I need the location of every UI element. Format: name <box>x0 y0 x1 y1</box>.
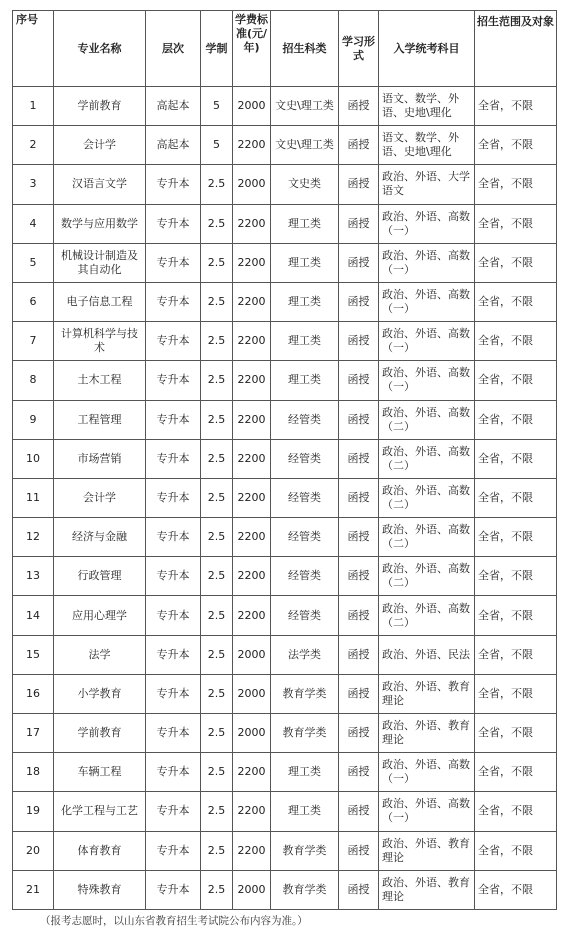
cell-category: 经管类 <box>271 439 339 478</box>
cell-level: 专升本 <box>146 635 201 674</box>
cell-scope: 全省，不限 <box>475 87 557 126</box>
cell-tuition: 2200 <box>233 243 271 282</box>
cell-level: 专升本 <box>146 870 201 909</box>
table-header-row <box>13 11 557 87</box>
cell-major: 体育教育 <box>54 831 146 870</box>
cell-category: 理工类 <box>271 204 339 243</box>
header-major: 专业名称 <box>54 11 146 87</box>
cell-subjects: 政治、外语、高数（二） <box>379 596 475 635</box>
cell-category: 文史\理工类 <box>271 87 339 126</box>
cell-form: 函授 <box>339 714 379 753</box>
table-row <box>13 714 557 753</box>
cell-major: 土木工程 <box>54 361 146 400</box>
cell-index: 7 <box>13 322 54 361</box>
header-subjects: 入学统考科目 <box>379 11 475 87</box>
cell-category: 教育学类 <box>271 870 339 909</box>
cell-years: 2.5 <box>201 753 233 792</box>
cell-years: 2.5 <box>201 243 233 282</box>
cell-category: 经管类 <box>271 518 339 557</box>
cell-major: 电子信息工程 <box>54 282 146 321</box>
cell-form: 函授 <box>339 753 379 792</box>
table-row <box>13 439 557 478</box>
cell-years: 2.5 <box>201 478 233 517</box>
cell-tuition: 2200 <box>233 478 271 517</box>
header-level: 层次 <box>146 11 201 87</box>
cell-index: 4 <box>13 204 54 243</box>
cell-level: 高起本 <box>146 87 201 126</box>
cell-subjects: 政治、外语、大学语文 <box>379 165 475 204</box>
cell-scope: 全省，不限 <box>475 204 557 243</box>
cell-years: 2.5 <box>201 282 233 321</box>
cell-major: 计算机科学与技术 <box>54 322 146 361</box>
cell-form: 函授 <box>339 165 379 204</box>
enrollment-table <box>12 10 557 910</box>
table-row <box>13 635 557 674</box>
cell-scope: 全省，不限 <box>475 596 557 635</box>
table-row <box>13 361 557 400</box>
cell-index: 11 <box>13 478 54 517</box>
cell-level: 专升本 <box>146 439 201 478</box>
cell-major: 会计学 <box>54 126 146 165</box>
cell-subjects: 政治、外语、教育理论 <box>379 831 475 870</box>
cell-years: 2.5 <box>201 635 233 674</box>
cell-subjects: 语文、数学、外语、史地\理化 <box>379 87 475 126</box>
cell-tuition: 2200 <box>233 557 271 596</box>
cell-form: 函授 <box>339 126 379 165</box>
cell-index: 2 <box>13 126 54 165</box>
cell-subjects: 政治、外语、教育理论 <box>379 870 475 909</box>
cell-tuition: 2200 <box>233 204 271 243</box>
cell-index: 10 <box>13 439 54 478</box>
cell-index: 17 <box>13 714 54 753</box>
cell-form: 函授 <box>339 322 379 361</box>
cell-subjects: 政治、外语、高数（一） <box>379 322 475 361</box>
cell-subjects: 政治、外语、高数（二） <box>379 439 475 478</box>
table-row <box>13 165 557 204</box>
cell-subjects: 政治、外语、高数（一） <box>379 361 475 400</box>
cell-major: 学前教育 <box>54 87 146 126</box>
cell-level: 专升本 <box>146 243 201 282</box>
table-row <box>13 126 557 165</box>
table-row <box>13 870 557 909</box>
cell-tuition: 2200 <box>233 400 271 439</box>
cell-major: 化学工程与工艺 <box>54 792 146 831</box>
cell-form: 函授 <box>339 557 379 596</box>
cell-form: 函授 <box>339 518 379 557</box>
cell-scope: 全省，不限 <box>475 870 557 909</box>
cell-tuition: 2200 <box>233 322 271 361</box>
cell-form: 函授 <box>339 478 379 517</box>
cell-major: 特殊教育 <box>54 870 146 909</box>
cell-form: 函授 <box>339 87 379 126</box>
cell-category: 法学类 <box>271 635 339 674</box>
cell-category: 理工类 <box>271 282 339 321</box>
cell-tuition: 2200 <box>233 439 271 478</box>
cell-major: 工程管理 <box>54 400 146 439</box>
cell-scope: 全省，不限 <box>475 753 557 792</box>
cell-scope: 全省，不限 <box>475 478 557 517</box>
cell-years: 2.5 <box>201 557 233 596</box>
table-row <box>13 282 557 321</box>
cell-subjects: 政治、外语、高数（一） <box>379 243 475 282</box>
cell-years: 2.5 <box>201 439 233 478</box>
cell-form: 函授 <box>339 792 379 831</box>
cell-index: 9 <box>13 400 54 439</box>
header-category: 招生科类 <box>271 11 339 87</box>
table-row <box>13 792 557 831</box>
cell-index: 5 <box>13 243 54 282</box>
cell-years: 2.5 <box>201 518 233 557</box>
cell-years: 2.5 <box>201 596 233 635</box>
table-row <box>13 753 557 792</box>
cell-tuition: 2200 <box>233 518 271 557</box>
cell-form: 函授 <box>339 831 379 870</box>
cell-level: 专升本 <box>146 557 201 596</box>
cell-form: 函授 <box>339 596 379 635</box>
cell-level: 专升本 <box>146 792 201 831</box>
cell-index: 13 <box>13 557 54 596</box>
cell-index: 8 <box>13 361 54 400</box>
cell-index: 6 <box>13 282 54 321</box>
cell-subjects: 政治、外语、高数（一） <box>379 753 475 792</box>
cell-subjects: 政治、外语、教育理论 <box>379 674 475 713</box>
cell-subjects: 政治、外语、高数（二） <box>379 400 475 439</box>
cell-scope: 全省，不限 <box>475 400 557 439</box>
cell-tuition: 2200 <box>233 753 271 792</box>
cell-level: 专升本 <box>146 831 201 870</box>
cell-level: 专升本 <box>146 400 201 439</box>
cell-tuition: 2000 <box>233 87 271 126</box>
cell-subjects: 政治、外语、高数（二） <box>379 557 475 596</box>
cell-years: 2.5 <box>201 361 233 400</box>
header-index: 序号 <box>13 11 54 87</box>
cell-subjects: 语文、数学、外语、史地\理化 <box>379 126 475 165</box>
cell-category: 理工类 <box>271 361 339 400</box>
cell-years: 2.5 <box>201 831 233 870</box>
cell-index: 18 <box>13 753 54 792</box>
cell-category: 文史\理工类 <box>271 126 339 165</box>
cell-major: 车辆工程 <box>54 753 146 792</box>
cell-category: 理工类 <box>271 322 339 361</box>
footnote: （报考志愿时，以山东省教育招生考试院公布内容为准。） <box>40 915 308 927</box>
table-row <box>13 478 557 517</box>
cell-scope: 全省，不限 <box>475 557 557 596</box>
table-row <box>13 518 557 557</box>
cell-major: 机械设计制造及其自动化 <box>54 243 146 282</box>
table-row <box>13 87 557 126</box>
table-row <box>13 243 557 282</box>
cell-major: 应用心理学 <box>54 596 146 635</box>
table-row <box>13 322 557 361</box>
cell-major: 行政管理 <box>54 557 146 596</box>
cell-form: 函授 <box>339 635 379 674</box>
cell-tuition: 2200 <box>233 282 271 321</box>
cell-scope: 全省，不限 <box>475 439 557 478</box>
enrollment-table-container <box>12 10 556 910</box>
cell-years: 2.5 <box>201 674 233 713</box>
table-row <box>13 204 557 243</box>
cell-subjects: 政治、外语、高数（二） <box>379 478 475 517</box>
cell-tuition: 2000 <box>233 635 271 674</box>
cell-subjects: 政治、外语、高数（一） <box>379 204 475 243</box>
cell-subjects: 政治、外语、高数（二） <box>379 518 475 557</box>
cell-form: 函授 <box>339 674 379 713</box>
cell-years: 2.5 <box>201 165 233 204</box>
table-row <box>13 400 557 439</box>
cell-major: 法学 <box>54 635 146 674</box>
cell-tuition: 2200 <box>233 361 271 400</box>
cell-years: 5 <box>201 126 233 165</box>
cell-category: 经管类 <box>271 596 339 635</box>
cell-scope: 全省，不限 <box>475 714 557 753</box>
cell-level: 专升本 <box>146 674 201 713</box>
cell-form: 函授 <box>339 870 379 909</box>
cell-scope: 全省，不限 <box>475 243 557 282</box>
cell-tuition: 2200 <box>233 126 271 165</box>
cell-major: 汉语言文学 <box>54 165 146 204</box>
cell-scope: 全省，不限 <box>475 792 557 831</box>
cell-scope: 全省，不限 <box>475 126 557 165</box>
cell-tuition: 2200 <box>233 596 271 635</box>
cell-scope: 全省，不限 <box>475 674 557 713</box>
cell-tuition: 2000 <box>233 714 271 753</box>
cell-years: 2.5 <box>201 870 233 909</box>
cell-index: 12 <box>13 518 54 557</box>
cell-form: 函授 <box>339 282 379 321</box>
cell-scope: 全省，不限 <box>475 322 557 361</box>
cell-form: 函授 <box>339 361 379 400</box>
cell-category: 理工类 <box>271 243 339 282</box>
cell-years: 2.5 <box>201 322 233 361</box>
cell-category: 教育学类 <box>271 714 339 753</box>
cell-level: 专升本 <box>146 322 201 361</box>
cell-category: 教育学类 <box>271 674 339 713</box>
table-row <box>13 831 557 870</box>
cell-level: 专升本 <box>146 165 201 204</box>
cell-form: 函授 <box>339 439 379 478</box>
cell-level: 专升本 <box>146 282 201 321</box>
cell-scope: 全省，不限 <box>475 635 557 674</box>
cell-index: 16 <box>13 674 54 713</box>
cell-level: 高起本 <box>146 126 201 165</box>
cell-level: 专升本 <box>146 361 201 400</box>
header-form: 学习形式 <box>339 11 379 87</box>
cell-major: 数学与应用数学 <box>54 204 146 243</box>
cell-category: 经管类 <box>271 557 339 596</box>
cell-major: 经济与金融 <box>54 518 146 557</box>
cell-major: 市场营销 <box>54 439 146 478</box>
cell-level: 专升本 <box>146 753 201 792</box>
cell-tuition: 2000 <box>233 870 271 909</box>
cell-level: 专升本 <box>146 204 201 243</box>
cell-form: 函授 <box>339 204 379 243</box>
cell-years: 2.5 <box>201 400 233 439</box>
cell-major: 学前教育 <box>54 714 146 753</box>
cell-years: 5 <box>201 87 233 126</box>
cell-years: 2.5 <box>201 714 233 753</box>
cell-tuition: 2000 <box>233 674 271 713</box>
table-row <box>13 557 557 596</box>
cell-category: 理工类 <box>271 792 339 831</box>
cell-tuition: 2000 <box>233 165 271 204</box>
table-row <box>13 596 557 635</box>
cell-category: 经管类 <box>271 478 339 517</box>
cell-scope: 全省，不限 <box>475 165 557 204</box>
cell-level: 专升本 <box>146 596 201 635</box>
cell-category: 经管类 <box>271 400 339 439</box>
header-tuition: 学费标准(元/年) <box>233 11 271 87</box>
cell-category: 教育学类 <box>271 831 339 870</box>
table-body <box>13 87 557 910</box>
cell-subjects: 政治、外语、教育理论 <box>379 714 475 753</box>
cell-index: 1 <box>13 87 54 126</box>
cell-index: 3 <box>13 165 54 204</box>
cell-subjects: 政治、外语、高数（一） <box>379 792 475 831</box>
cell-scope: 全省，不限 <box>475 831 557 870</box>
cell-tuition: 2200 <box>233 792 271 831</box>
cell-form: 函授 <box>339 243 379 282</box>
cell-level: 专升本 <box>146 478 201 517</box>
cell-index: 15 <box>13 635 54 674</box>
cell-index: 20 <box>13 831 54 870</box>
cell-subjects: 政治、外语、民法 <box>379 635 475 674</box>
cell-index: 19 <box>13 792 54 831</box>
cell-category: 理工类 <box>271 753 339 792</box>
cell-years: 2.5 <box>201 204 233 243</box>
cell-scope: 全省，不限 <box>475 361 557 400</box>
cell-scope: 全省，不限 <box>475 282 557 321</box>
header-years: 学制 <box>201 11 233 87</box>
cell-tuition: 2200 <box>233 831 271 870</box>
cell-subjects: 政治、外语、高数（一） <box>379 282 475 321</box>
cell-form: 函授 <box>339 400 379 439</box>
table-row <box>13 674 557 713</box>
cell-index: 21 <box>13 870 54 909</box>
cell-category: 文史类 <box>271 165 339 204</box>
cell-level: 专升本 <box>146 518 201 557</box>
cell-major: 会计学 <box>54 478 146 517</box>
cell-level: 专升本 <box>146 714 201 753</box>
cell-scope: 全省，不限 <box>475 518 557 557</box>
header-scope: 招生范围及对象 <box>475 11 557 87</box>
cell-index: 14 <box>13 596 54 635</box>
cell-years: 2.5 <box>201 792 233 831</box>
cell-major: 小学教育 <box>54 674 146 713</box>
